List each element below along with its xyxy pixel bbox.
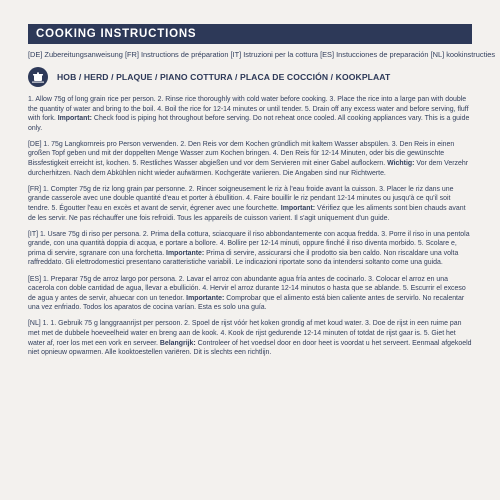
important-label: Important: xyxy=(280,204,316,212)
important-text: Prima di servire, assicurarsi che il prodotto sia ben caldo. Non riscaldare una volta raffreddato. Gli elettrodomestici presentano caratteristiche variabili. Le indicazioni riportate sono da intendersi soltanto come una guida. xyxy=(28,249,459,267)
hob-pan-icon xyxy=(28,67,48,87)
instructions-nl xyxy=(28,319,472,357)
instruction-text: [IT] 1. Usare 75g di riso per persona. 2. Prima della cottura, sciacquare il riso abbondantemente con acqua fredda. 3. Porre il riso in una pentola grande, con una quantità doppia di acqua, e portare a bollore. 4. Bollire per 12-14 minuti, oppure finché il riso diventa morbido. 5. Scolare e, prima di servire, sgranare con una forchetta. xyxy=(28,230,470,257)
instruction-text: [ES] 1. Preparar 75g de arroz largo por persona. 2. Lavar el arroz con abundante agua fría antes de cocinarlo. 3. Colocar el arroz en una cacerola con doble cantidad de agua, llevar a ebullición. 4. Hervir el arroz durante 12-14 minutos o hasta que se ablande. 5. Escurrir el exceso de agua y antes de servir, ahuecar con un tenedor. xyxy=(28,275,466,302)
instructions-es xyxy=(28,275,472,313)
important-label: Wichtig: xyxy=(387,160,415,168)
important-label: Important: xyxy=(57,115,92,123)
instruction-text: [FR] 1. Compter 75g de riz long grain par personne. 2. Rincer soigneusement le riz à l'eau froide avant la cuisson. 3. Placer le riz dans une grande casserole avec une double quantité d'eau et porter à ébullition. 4. Faire bouillir le riz pendant 12-14 minutes ou jusqu'à ce qu'il soit tendre. 5. Égoutter l'eau en excès et avant de servir, égrener avec une fourchette. xyxy=(28,185,454,212)
section-title: COOKING INSTRUCTIONS xyxy=(28,24,472,44)
important-label: Importante: xyxy=(166,249,205,257)
important-text: Comprobar que el alimento está bien caliente antes de servirlo. No recalentar una vez enfriado. Todos los aparatos de cocina varían. Esta es solo una guía. xyxy=(28,294,465,312)
instructions-fr xyxy=(28,185,472,223)
important-text: Vérifiez que les aliments sont bien chauds avant de les servir. Ne pas réchauffer une fois refroidi. Tous les appareils de cuisson varient. Il s'agit uniquement d'un guide. xyxy=(28,204,466,222)
languages-line: [DE] Zubereitungsanweisung [FR] Instructions de préparation [IT] Istruzioni per la cottura [ES] Instucciones de preparación [NL] kookinstructies xyxy=(28,50,496,59)
instruction-text: 1. Allow 75g of long grain rice per person. 2. Rinse rice thoroughly with cold water before cooking. 3. Place the rice into a large pan with double the quantity of water and bring to the boil. 4. Boil the rice for 12-14 minutes or until tender. 5. Drain off any excess water and before serving, fluff with fork. xyxy=(28,96,469,123)
hob-title: HOB / HERD / PLAQUE / PIANO COTTURA / PLACA DE COCCIÓN / KOOKPLAAT xyxy=(57,72,391,82)
important-label: Importante: xyxy=(186,294,225,302)
hob-heading xyxy=(28,67,472,87)
important-text: Vor dem Verzehr durcherhitzen. Nach dem Abkühlen nicht wieder aufwärmen. Kochgeräte variieren. Die Angaben sind nur Richtwerte. xyxy=(28,160,469,177)
important-text: Controleer of het voedsel door en door heet is voordat u het serveert. Eenmaal afgekoeld niet opnieuw opwarmen. Alle kooktoestellen variëren. Dit is slechts een richtlijn. xyxy=(28,339,472,357)
instructions-en xyxy=(28,95,472,133)
instruction-text: [DE] 1. 75g Langkornreis pro Person verwenden. 2. Den Reis vor dem Kochen gründlich mit kaltem Wasser abspülen. 3. Den Reis in einen großen Topf geben und mit der doppelten Menge Wasser zum Kochen bringen. 4. Den Reis für 12-14 Minuten, oder bis die gewünschte Bissfestigkeit erreicht ist, kochen. 5. Restliches Wasser abgießen und vor dem Servieren mit einer Gabel auflockern. xyxy=(28,140,455,168)
instruction-text: [NL] 1. 1. Gebruik 75 g langgraanrijst per persoon. 2. Spoel de rijst vóór het koken grondig af met koud water. 3. Doe de rijst in een ruime pan met met de dubbele hoeveelheid water en breng aan de kook. 4. Kook de rijst gedurende 12-14 minuten of totdat de rijst gaar is. 5. Giet het water af, roer los met een vork en serveer. xyxy=(28,320,462,347)
important-text: Check food is piping hot throughout before serving. Do not reheat once cooled. All cooking appliances vary. This is a guide only. xyxy=(28,115,470,132)
important-label: Belangrijk: xyxy=(159,339,196,347)
instructions-de xyxy=(28,140,472,178)
instructions-it xyxy=(28,230,472,268)
